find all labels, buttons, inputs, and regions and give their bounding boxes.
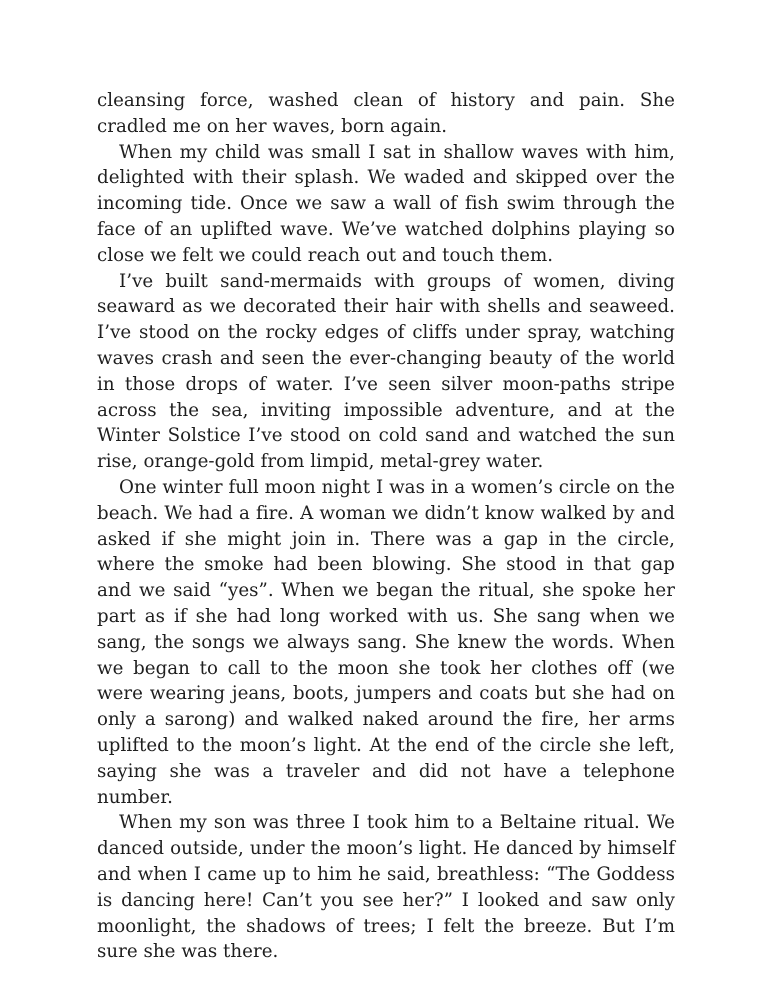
paragraph-full-moon-circle: One winter full moon night I was in a women’s circle on the beach. We had a fire. A woman we didn’t know walked by and asked if she might join in. There was a gap in the circle, where the smoke had been blowing. She stood in that gap and we said “yes”. When we began the ritual, she spoke her part as if she had long worked with us. She sang when we sang, the songs we always sang. She knew the words. When we began to call to the moon she took her clothes off (we were wearing jeans, boots, jumpers and coats but she had on only a sarong) and walked naked around the fire, her arms uplifted to the moon’s light. At the end of the circle she left, saying she was a traveler and did not have a telephone number. bbox=[97, 476, 675, 808]
paragraph-beltaine-ritual: When my son was three I took him to a Beltaine ritual. We danced outside, under the moon’s light. He danced by himself and when I came up to him he said, breathless: “The Goddess is dancing here! Can’t you see her?” I looked and saw only moonlight, the shadows of trees; I felt the breeze. But I’m sure she was there. bbox=[97, 812, 675, 963]
paragraph-sand-mermaids: I’ve built sand-mermaids with groups of women, diving seaward as we decorated their hair with shells and seaweed. I’ve stood on the rocky edges of cliffs under spray, watching waves crash and seen the ever-changing beauty of the world in those drops of water. I’ve seen silver moon-paths stripe across the sea, inviting impossible adventure, and at the Winter Solstice I’ve stood on cold sand and watched the sun rise, orange-gold from limpid, metal-grey water. bbox=[97, 270, 675, 473]
paragraph-child-waves: When my child was small I sat in shallow waves with him, delighted with their splash. We waded and skipped over the incoming tide. Once we saw a wall of fish swim through the face of an uplifted wave. We’ve watched dolphins playing so close we felt we could reach out and touch them. bbox=[97, 141, 675, 266]
paragraph-continuation: cleansing force, washed clean of history and pain. She cradled me on her waves, born again. bbox=[97, 90, 675, 137]
page-body bbox=[97, 88, 675, 965]
